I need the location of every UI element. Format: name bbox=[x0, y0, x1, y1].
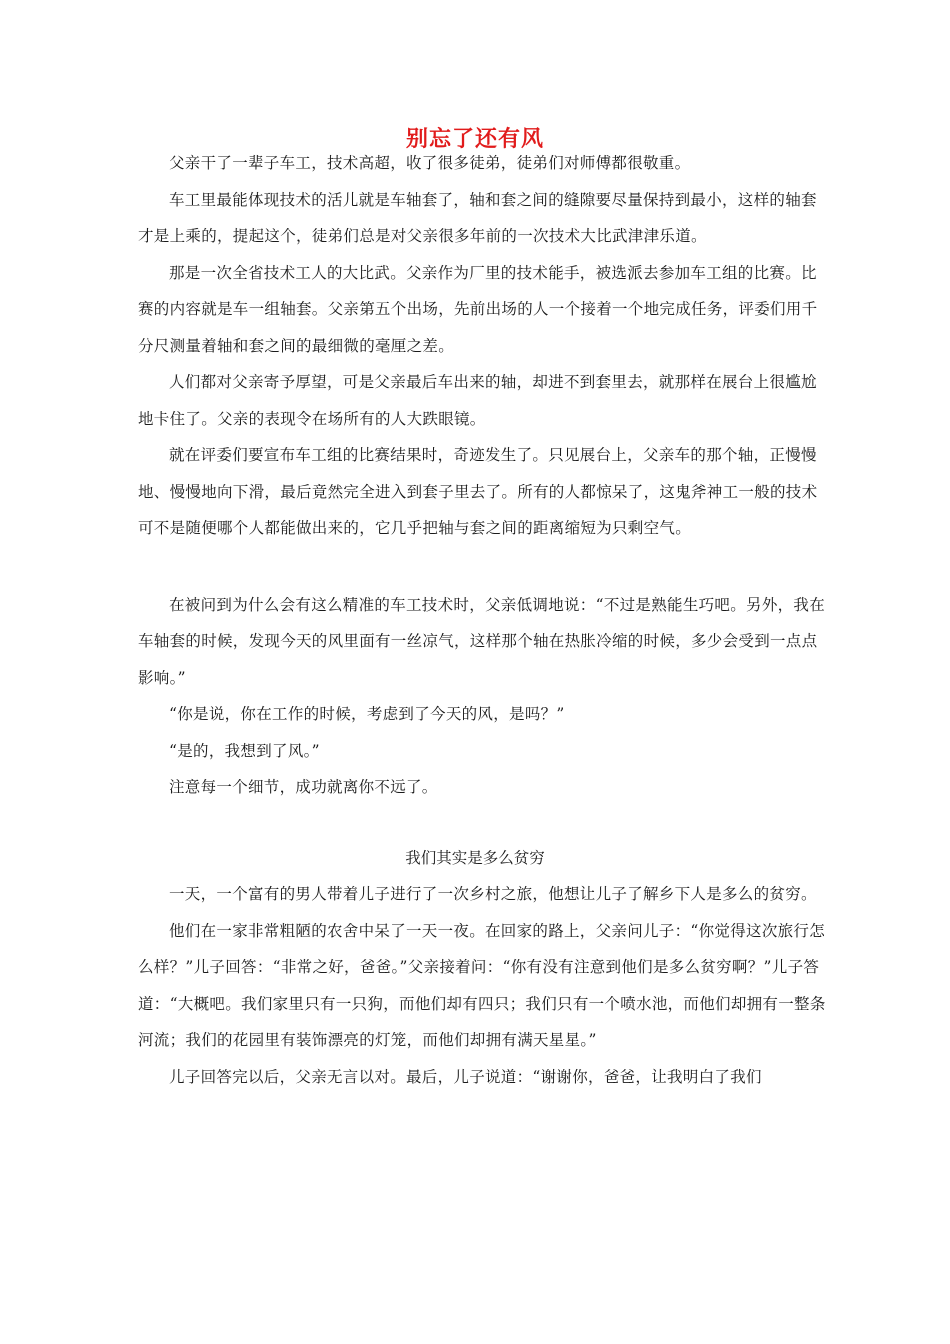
paragraph: “是的，我想到了风。” bbox=[169, 741, 320, 760]
story-body bbox=[138, 876, 828, 1095]
paragraph: 就在评委们要宣布车工组的比赛结果时，奇迹发生了。只见展台上，父亲车的那个轴，正慢慢地、慢慢地向下滑，最后竟然完全进入到套子里去了。所有的人都惊呆了，这鬼斧神工一般的技术可不是随便哪个人都能做出来的，它几乎把轴与套之间的距离缩短为只剩空气。 bbox=[138, 446, 818, 537]
paragraph: 人们都对父亲寄予厚望，可是父亲最后车出来的轴，却进不到套里去，就那样在展台上很尴尬地卡住了。父亲的表现令在场所有的人大跌眼镜。 bbox=[138, 373, 817, 428]
section-title: 我们其实是多么贫穷 bbox=[405, 849, 545, 867]
story-body bbox=[138, 145, 828, 806]
story-title: 别忘了还有风 bbox=[405, 127, 544, 152]
paragraph-gap bbox=[138, 547, 828, 587]
paragraph: 儿子回答完以后，父亲无言以对。最后，儿子说道：“谢谢你，爸爸，让我明白了我们 bbox=[169, 1067, 762, 1086]
paragraph: 车工里最能体现技术的活儿就是车轴套了，轴和套之间的缝隙要尽量保持到最小，这样的轴套才是上乘的，提起这个，徒弟们总是对父亲很多年前的一次技术大比武津津乐道。 bbox=[138, 190, 817, 245]
paragraph: “你是说，你在工作的时候，考虑到了今天的风，是吗？” bbox=[169, 705, 565, 723]
paragraph: 注意每一个细节，成功就离你不远了。 bbox=[169, 778, 438, 796]
paragraph: 父亲干了一辈子车工，技术高超，收了很多徒弟，徒弟们对师傅都很敬重。 bbox=[169, 154, 691, 172]
paragraph: 一天，一个富有的男人带着儿子进行了一次乡村之旅，他想让儿子了解乡下人是多么的贫穷。 bbox=[169, 885, 817, 903]
paragraph: 他们在一家非常粗陋的农舍中呆了一天一夜。在回家的路上，父亲问儿子：“你觉得这次旅行怎么样？”儿子回答：“非常之好，爸爸。”父亲接着问：“你有没有注意到他们是多么贫穷啊？”儿子答道：“大概吧。我们家里只有一只狗，而他们却有四只；我们只有一个喷水池，而他们却拥有一整条河流；我们的花园里有装饰漂亮的灯笼，而他们却拥有满天星星。” bbox=[138, 921, 826, 1049]
paragraph: 那是一次全省技术工人的大比武。父亲作为厂里的技术能手，被选派去参加车工组的比赛。比赛的内容就是车一组轴套。父亲第五个出场，先前出场的人一个接着一个地完成任务，评委们用千分尺测量着轴和套之间的最细微的毫厘之差。 bbox=[138, 263, 818, 355]
paragraph: 在被问到为什么会有这么精准的车工技术时，父亲低调地说：“不过是熟能生巧吧。另外，我在车轴套的时候，发现今天的风里面有一丝凉气，这样那个轴在热胀冷缩的时候，多少会受到一点点影响。” bbox=[138, 595, 826, 687]
